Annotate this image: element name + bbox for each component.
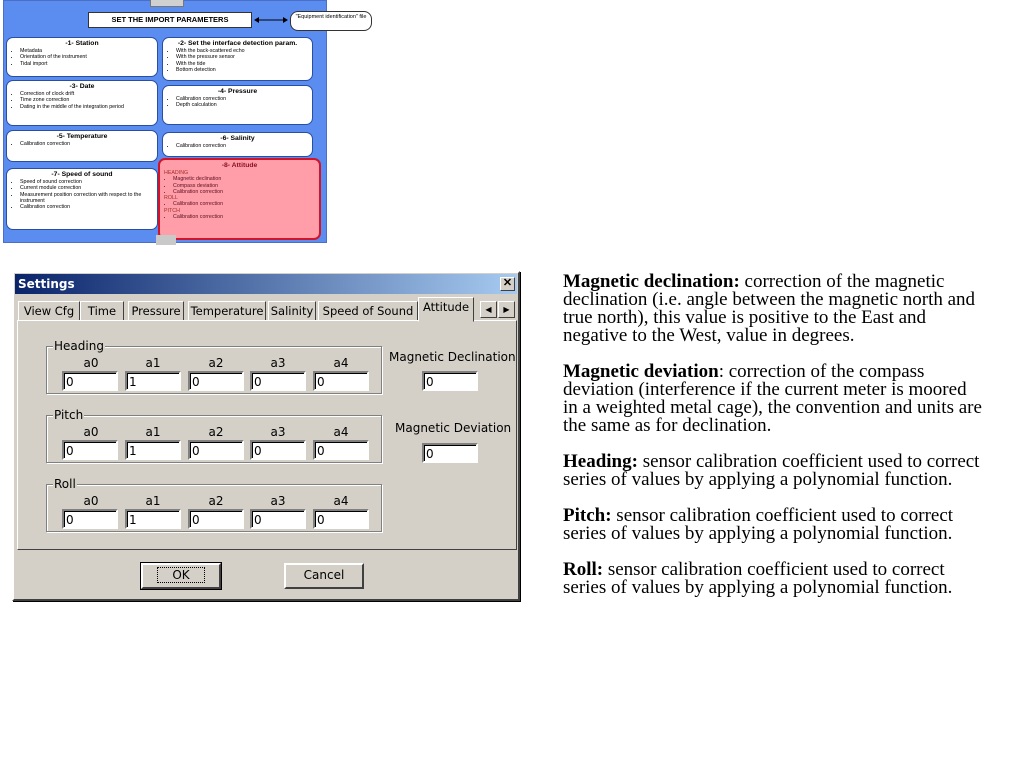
pitch-a0-input[interactable]: 0: [62, 440, 118, 460]
pitch-a4-input[interactable]: 0: [313, 440, 369, 460]
heading-a2-input[interactable]: 0: [188, 371, 244, 391]
roll-a4-label: a4: [333, 494, 349, 508]
pitch-a2-input[interactable]: 0: [188, 440, 244, 460]
tab-speed-of-sound[interactable]: Speed of Sound: [318, 301, 418, 321]
ok-button-label: OK: [157, 567, 204, 583]
card-salinity: [162, 132, 313, 157]
card-date: [6, 80, 158, 126]
roll-a2-label: a2: [208, 494, 224, 508]
import-parameters-box: SET THE IMPORT PARAMETERS: [88, 12, 252, 28]
card-title: -4- Pressure: [217, 88, 258, 95]
pitch-group-label: Pitch: [54, 408, 84, 422]
tab-scroll-right-icon[interactable]: ▶: [498, 301, 515, 318]
card-title: -6- Salinity: [220, 135, 255, 142]
desc-text: sensor calibration coefficient used to correct series of values by applying a polynomial function.: [563, 559, 953, 598]
card-item: • Calibration correction: [20, 141, 153, 147]
card-item: • With the back-scattered echo: [176, 48, 308, 54]
desc-term: Roll:: [563, 559, 604, 580]
attitude-tab-page: [17, 320, 517, 550]
card-pressure: [162, 85, 313, 125]
pitch-a4-label: a4: [333, 425, 349, 439]
double-arrow-icon: [254, 17, 288, 23]
card-item: • Dating in the middle of the integration period: [20, 104, 153, 110]
magnetic-declination-label: Magnetic Declination: [389, 350, 516, 364]
tab-view-cfg[interactable]: View Cfg: [18, 301, 80, 321]
pitch-a1-label: a1: [145, 425, 161, 439]
desc-roll: [563, 561, 983, 597]
card-item: • Measurement position correction with respect to the instrument: [20, 192, 153, 205]
card-temperature: [6, 130, 158, 162]
card-speed-of-sound: [6, 168, 158, 230]
desc-text: sensor calibration coefficient used to correct series of values by applying a polynomial function.: [563, 505, 954, 544]
cancel-button[interactable]: Cancel: [284, 563, 364, 589]
card-item: • Current module correction: [20, 185, 153, 191]
card-item: • Metadata: [20, 48, 153, 54]
card-item: • Calibration correction: [173, 189, 315, 195]
heading-a2-label: a2: [208, 356, 224, 370]
close-button[interactable]: ✕: [500, 277, 515, 291]
heading-a1-input[interactable]: 1: [125, 371, 181, 391]
card-item: • Depth calculation: [176, 102, 308, 108]
desc-text: sensor calibration coefficient used to correct series of values by applying a polynomial function.: [563, 451, 980, 490]
card-item: • Calibration correction: [173, 201, 315, 207]
pitch-a3-label: a3: [270, 425, 286, 439]
desc-text: correction of the magnetic declination (i.e. angle between the magnetic north and true north), this value is positive to the East and negative to the West, value in degrees.: [563, 271, 976, 346]
roll-a3-label: a3: [270, 494, 286, 508]
tab-time[interactable]: Time: [80, 301, 124, 321]
roll-group-label: Roll: [54, 477, 76, 491]
roll-a0-label: a0: [83, 494, 99, 508]
card-title: -3- Date: [69, 83, 95, 90]
roll-a3-input[interactable]: 0: [250, 509, 306, 529]
card-attitude: [158, 158, 321, 240]
tab-strip: [18, 297, 518, 321]
card-item: • With the pressure sensor: [176, 54, 308, 60]
equipment-file-box: "Equipment identification" file: [290, 11, 372, 31]
card-item: • Bottom detection: [176, 67, 308, 73]
pitch-a1-input[interactable]: 1: [125, 440, 181, 460]
magnetic-deviation-input[interactable]: 0: [422, 443, 478, 463]
desc-term: Magnetic declination:: [563, 271, 740, 292]
tab-salinity[interactable]: Salinity: [268, 301, 316, 321]
tab-attitude[interactable]: Attitude: [418, 297, 474, 322]
roll-subtitle: ROLL: [164, 195, 178, 202]
dialog-title: Settings: [18, 277, 75, 291]
heading-a0-input[interactable]: 0: [62, 371, 118, 391]
card-title: -1- Station: [65, 40, 99, 47]
roll-a2-input[interactable]: 0: [188, 509, 244, 529]
tab-temperature[interactable]: Temperature: [188, 301, 266, 321]
heading-a3-label: a3: [270, 356, 286, 370]
card-item: • Orientation of the instrument: [20, 54, 153, 60]
heading-a0-label: a0: [83, 356, 99, 370]
pitch-a0-label: a0: [83, 425, 99, 439]
card-item: • Calibration correction: [176, 96, 308, 102]
bottom-connector: [156, 235, 176, 245]
desc-term: Magnetic deviation: [563, 361, 719, 382]
heading-a4-label: a4: [333, 356, 349, 370]
card-interface-detection: [162, 37, 313, 81]
heading-group-label: Heading: [54, 339, 104, 353]
card-item: • Compass deviation: [173, 183, 315, 189]
magnetic-deviation-label: Magnetic Deviation: [395, 421, 512, 435]
desc-magnetic-declination: [563, 273, 983, 345]
desc-term: Heading:: [563, 451, 638, 472]
tab-pressure[interactable]: Pressure: [128, 301, 184, 321]
magnetic-declination-input[interactable]: 0: [422, 371, 478, 391]
card-title: -5- Temperature: [56, 133, 108, 140]
pitch-a2-label: a2: [208, 425, 224, 439]
desc-heading: [563, 453, 983, 489]
card-title: -2- Set the interface detection param.: [177, 40, 298, 47]
card-item: • Speed of sound correction: [20, 179, 153, 185]
workflow-diagram: [3, 0, 367, 243]
roll-a1-label: a1: [145, 494, 161, 508]
card-item: • Magnetic declination: [173, 176, 315, 182]
title-bar[interactable]: [15, 274, 517, 294]
dialog-footer: [14, 553, 518, 599]
ok-button[interactable]: [141, 563, 221, 589]
card-item: • Calibration correction: [176, 143, 308, 149]
settings-dialog: [12, 271, 520, 601]
desc-text: : correction of the compass deviation (interference if the current meter is moored in a weighted metal cage), the convention and units are the same as for declination.: [563, 361, 982, 436]
card-station: [6, 37, 158, 77]
roll-a1-input[interactable]: 1: [125, 509, 181, 529]
pitch-subtitle: PITCH: [164, 207, 180, 214]
card-item: • Tidal import: [20, 61, 153, 67]
card-item: • Time zone correction: [20, 97, 153, 103]
card-item: • With the tide: [176, 61, 308, 67]
roll-a4-input[interactable]: 0: [313, 509, 369, 529]
heading-a4-input[interactable]: 0: [313, 371, 369, 391]
desc-magnetic-deviation: [563, 363, 983, 435]
description-panel: [563, 273, 983, 615]
pitch-a3-input[interactable]: 0: [250, 440, 306, 460]
roll-a0-input[interactable]: 0: [62, 509, 118, 529]
heading-a1-label: a1: [145, 356, 161, 370]
heading-a3-input[interactable]: 0: [250, 371, 306, 391]
card-title: -8- Attitude: [221, 162, 258, 169]
card-title: -7- Speed of sound: [51, 171, 113, 178]
card-item: • Correction of clock drift: [20, 91, 153, 97]
tab-scroll-left-icon[interactable]: ◀: [480, 301, 497, 318]
desc-term: Pitch:: [563, 505, 612, 526]
card-item: • Calibration correction: [173, 214, 315, 220]
desc-pitch: [563, 507, 983, 543]
card-item: • Calibration correction: [20, 204, 153, 210]
heading-subtitle: HEADING: [164, 170, 189, 176]
top-arrow: [150, 0, 184, 7]
